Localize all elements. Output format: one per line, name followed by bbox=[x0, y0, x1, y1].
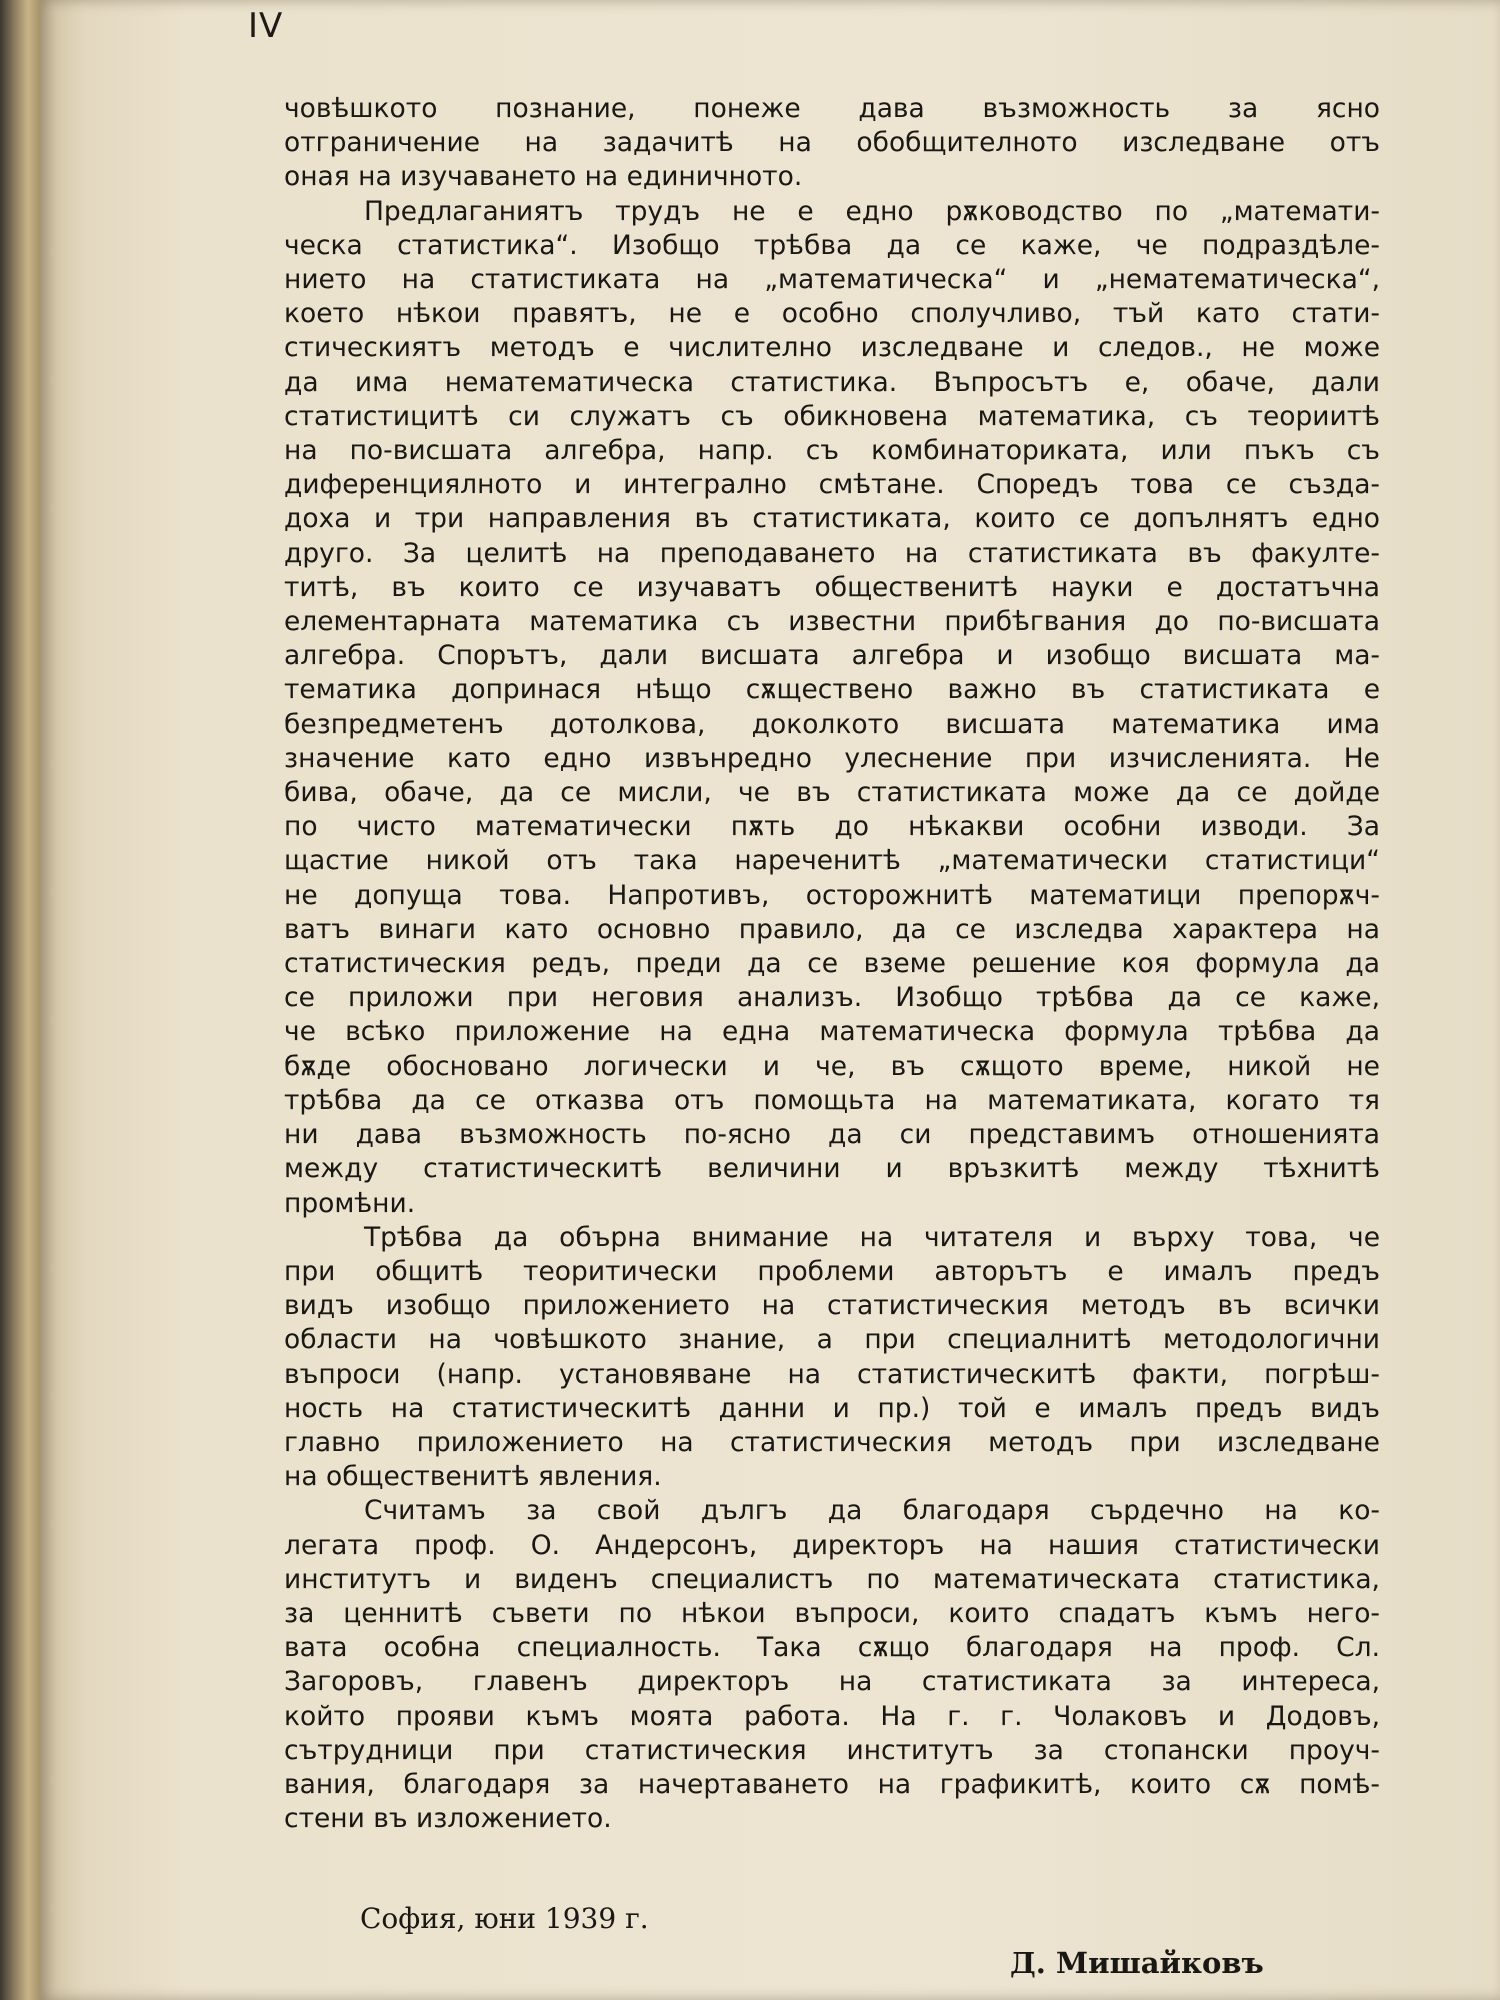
text-line: титѣ, въ които се изучаватъ общественитѣ науки е достатъчна bbox=[284, 571, 1380, 603]
text-line: не допуща това. Напротивъ, осторожнитѣ математици препорѫч- bbox=[284, 879, 1380, 911]
text-line: между статистическитѣ величини и връзкитѣ между тѣхнитѣ bbox=[284, 1153, 1380, 1185]
text-line: стическиятъ методъ е числително изследване и следов., не може bbox=[284, 332, 1380, 364]
text-line: тематика допринася нѣщо сѫществено важно въ статистиката е bbox=[284, 674, 1380, 706]
text-line: видъ изобщо приложението на статистическия методъ въ всички bbox=[284, 1290, 1380, 1322]
paragraph-4 bbox=[284, 1494, 1380, 1836]
page-number: IV bbox=[248, 6, 284, 46]
text-line: трѣбва да се отказва отъ помощьта на математиката, когато тя bbox=[284, 1084, 1380, 1116]
text-line: статистическия редъ, преди да се вземе решение коя формула да bbox=[284, 948, 1380, 980]
text-line: сътрудници при статистическия институтъ за стопански проуч- bbox=[284, 1734, 1380, 1766]
body-text bbox=[284, 92, 1380, 1836]
text-line: области на човѣшкото знание, а при специалнитѣ методологични bbox=[284, 1324, 1380, 1356]
text-line: въпроси (напр. установяване на статистическитѣ факти, погрѣш- bbox=[284, 1358, 1380, 1390]
text-line: че всѣко приложение на една математическа формула трѣбва да bbox=[284, 1016, 1380, 1048]
text-line: алгебра. Спорътъ, дали висшата алгебра и изобщо висшата ма- bbox=[284, 640, 1380, 672]
paragraph-2 bbox=[284, 195, 1380, 1221]
text-line: ни дава възможность по-ясно да си представимъ отношенията bbox=[284, 1119, 1380, 1151]
text-line: по чисто математически пѫть до нѣкакви особни изводи. За bbox=[284, 811, 1380, 843]
text-line: стени въ изложението. bbox=[284, 1803, 612, 1835]
text-line: ватъ винаги като основно правило, да се изследва характера на bbox=[284, 913, 1380, 945]
text-line: отграничение на задачитѣ на обобщителното изследване отъ bbox=[284, 127, 1380, 159]
book-page bbox=[40, 0, 1500, 2000]
text-line: което нѣкои правятъ, не е особно сполучливо, тъй като стати- bbox=[284, 298, 1380, 330]
paragraph-3 bbox=[284, 1221, 1380, 1495]
text-line: вата особна специалность. Така сѫщо благодаря на проф. Сл. bbox=[284, 1632, 1380, 1664]
text-line: елементарната математика съ известни прибѣгвания до по-висшата bbox=[284, 606, 1380, 638]
text-line: значение като едно извънредно улеснение при изчисленията. Не bbox=[284, 742, 1380, 774]
text-line: който прояви къмъ моята работа. На г. г. Чолаковъ и Додовъ, bbox=[284, 1700, 1380, 1732]
book-binding-edge bbox=[0, 0, 40, 2000]
text-line: човѣшкото познание, понеже дава възможность за ясно bbox=[284, 93, 1380, 124]
text-line: Считамъ за свой дългъ да благодаря сърдечно на ко- bbox=[364, 1495, 1380, 1527]
text-line: статистицитѣ си служатъ съ обикновена математика, съ теориитѣ bbox=[284, 400, 1380, 432]
text-line: се приложи при неговия анализъ. Изобщо трѣбва да се каже, bbox=[284, 982, 1380, 1014]
text-line: ческа статистика“. Изобщо трѣбва да се каже, че подраздѣле- bbox=[284, 229, 1380, 261]
text-line: доха и три направления въ статистиката, които се допълнятъ едно bbox=[284, 503, 1380, 535]
text-line: бѫде обосновано логически и че, въ сѫщото време, никой не bbox=[284, 1050, 1380, 1082]
text-line: щастие никой отъ така нареченитѣ „математически статистици“ bbox=[284, 845, 1380, 877]
text-line: друго. За целитѣ на преподаването на статистиката въ факулте- bbox=[284, 537, 1380, 569]
text-line: на общественитѣ явления. bbox=[284, 1461, 662, 1493]
text-line: за ценнитѣ съвети по нѣкои въпроси, които спадатъ къмъ него- bbox=[284, 1597, 1380, 1629]
text-line: главно приложението на статистическия методъ при изследване bbox=[284, 1426, 1380, 1458]
text-line: оная на изучаването на единичното. bbox=[284, 161, 803, 193]
text-line: легата проф. О. Андерсонъ, директоръ на нашия статистически bbox=[284, 1529, 1380, 1561]
text-line: да има нематематическа статистика. Въпросътъ е, обаче, дали bbox=[284, 366, 1380, 398]
place-date: София, юни 1939 г. bbox=[360, 1902, 649, 1935]
author-signature: Д. Мишайковъ bbox=[1010, 1946, 1264, 1980]
text-line: нието на статистиката на „математическа“ и „нематематическа“, bbox=[284, 264, 1380, 296]
paragraph-1 bbox=[284, 92, 1380, 195]
text-line: бива, обаче, да се мисли, че въ статистиката може да се дойде bbox=[284, 777, 1380, 809]
text-line: диференциялното и интегрално смѣтане. Споредъ това се създа- bbox=[284, 469, 1380, 501]
text-line: Предлаганиятъ трудъ не е едно рѫководство по „математи- bbox=[364, 195, 1380, 227]
text-line: на по-висшата алгебра, напр. съ комбинаториката, или пъкъ съ bbox=[284, 435, 1380, 467]
text-line: ность на статистическитѣ данни и пр.) той е ималъ предъ видъ bbox=[284, 1392, 1380, 1424]
text-line: безпредметенъ дотолкова, доколкото висшата математика има bbox=[284, 708, 1380, 740]
text-line: при общитѣ теоритически проблеми авторътъ е ималъ предъ bbox=[284, 1255, 1380, 1287]
text-line: промѣни. bbox=[284, 1187, 416, 1219]
text-line: Загоровъ, главенъ директоръ на статистиката за интереса, bbox=[284, 1666, 1380, 1698]
text-line: институтъ и виденъ специалистъ по математическата статистика, bbox=[284, 1563, 1380, 1595]
text-line: Трѣбва да обърна внимание на читателя и върху това, че bbox=[364, 1221, 1380, 1253]
text-line: вания, благодаря за начертаването на графикитѣ, които сѫ помѣ- bbox=[284, 1768, 1380, 1800]
